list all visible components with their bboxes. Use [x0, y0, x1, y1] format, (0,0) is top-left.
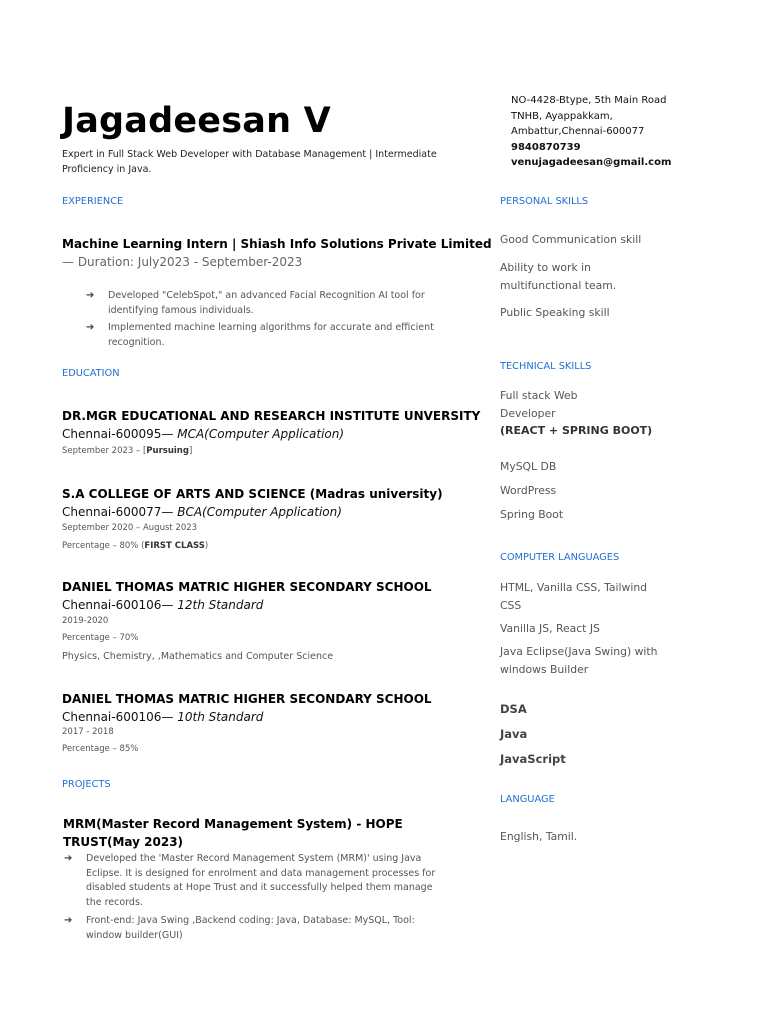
education-dates: 2019-2020	[62, 616, 109, 626]
address-line-3: Ambattur,Chennai-600077	[511, 126, 645, 137]
experience-duration: — Duration: July2023 - September-2023	[62, 255, 303, 269]
education-school: DANIEL THOMAS MATRIC HIGHER SECONDARY SCHOOL	[62, 692, 432, 706]
email-address: venujagadeesan@gmail.com	[511, 157, 672, 168]
phone-number: 9840870739	[511, 141, 581, 153]
experience-bullets	[86, 289, 438, 350]
computer-languages-heading: COMPUTER LANGUAGES	[500, 552, 620, 563]
education-heading: EDUCATION	[62, 368, 120, 379]
candidate-name: Jagadeesan V	[62, 101, 331, 141]
education-percentage: Percentage – 80% (FIRST CLASS)	[62, 541, 209, 551]
list-item: ➔ Developed "CelebSpot," an advanced Facial Recognition AI tool for identifying famous individuals.	[86, 290, 425, 316]
education-percentage: Percentage – 70%	[62, 633, 139, 643]
education-dates: September 2020 – August 2023	[62, 523, 198, 533]
personal-skills-heading: PERSONAL SKILLS	[500, 196, 589, 207]
technical-skill: Spring Boot	[500, 508, 564, 521]
technical-skill: MySQL DB	[500, 460, 557, 473]
language-value: English, Tamil.	[500, 830, 578, 843]
list-item: ➔ Front-end: Java Swing ,Backend coding: Java, Database: MySQL, Tool: window builder(GUI)	[64, 915, 415, 941]
computer-language: Java Eclipse(Java Swing) with windows Builder	[500, 645, 658, 676]
language-heading: LANGUAGE	[500, 794, 555, 805]
arrow-right-icon: ➔	[86, 322, 95, 333]
tagline: Expert in Full Stack Web Developer with Database Management | Intermediate Proficiency in Java.	[62, 149, 437, 175]
technical-skill: WordPress	[500, 484, 557, 497]
technical-skill-fullstack: Full stack Web Developer (REACT + SPRING BOOT)	[500, 389, 653, 437]
education-degree-line: Chennai-600106— 12th Standard	[62, 598, 264, 612]
technical-skills-heading: TECHNICAL SKILLS	[500, 361, 592, 372]
project-bullets	[64, 852, 448, 943]
education-school: S.A COLLEGE OF ARTS AND SCIENCE (Madras university)	[62, 487, 443, 501]
personal-skill: Good Communication skill	[500, 233, 642, 246]
address-line-2: TNHB, Ayappakkam,	[511, 110, 613, 122]
projects-heading: PROJECTS	[62, 779, 111, 790]
arrow-right-icon: ➔	[86, 290, 95, 301]
list-item: ➔ Developed the 'Master Record Management System (MRM)' using Java Eclipse. It is designed for enrolment and data management processes for disabled students at Hope Trust and it successfully helped them manage the records.	[64, 853, 436, 908]
address-line-1: NO-4428-Btype, 5th Main Road	[511, 95, 667, 106]
education-school: DANIEL THOMAS MATRIC HIGHER SECONDARY SCHOOL	[62, 580, 432, 594]
computer-language-bold: Java	[500, 727, 528, 741]
computer-language: Vanilla JS, React JS	[500, 622, 600, 635]
arrow-right-icon: ➔	[64, 915, 73, 926]
computer-language-bold: JavaScript	[500, 752, 566, 766]
list-item: ➔ Implemented machine learning algorithms for accurate and efficient recognition.	[86, 322, 434, 348]
experience-title: Machine Learning Intern | Shiash Info Solutions Private Limited	[62, 237, 492, 251]
education-percentage: Percentage – 85%	[62, 744, 139, 754]
education-school: DR.MGR EDUCATIONAL AND RESEARCH INSTITUTE UNVERSITY	[62, 409, 481, 423]
personal-skill: Public Speaking skill	[500, 306, 610, 319]
education-subjects: Physics, Chemistry, ,Mathematics and Computer Science	[62, 651, 334, 662]
computer-language: HTML, Vanilla CSS, Tailwind CSS	[500, 581, 648, 612]
education-degree-line: Chennai-600106— 10th Standard	[62, 710, 264, 724]
education-dates: 2017 - 2018	[62, 727, 114, 737]
education-degree-line: Chennai-600095— MCA(Computer Application)	[62, 427, 345, 441]
contact-block	[511, 93, 756, 171]
education-degree-line: Chennai-600077— BCA(Computer Application)	[62, 505, 342, 519]
personal-skill: Ability to work in multifunctional team.	[500, 261, 617, 292]
project-title: MRM(Master Record Management System) - HOPE TRUST(May 2023)	[63, 817, 403, 849]
education-dates: September 2023 – [Pursuing]	[62, 446, 193, 456]
arrow-right-icon: ➔	[64, 853, 73, 864]
experience-heading: EXPERIENCE	[62, 196, 124, 207]
computer-language-bold: DSA	[500, 702, 527, 716]
